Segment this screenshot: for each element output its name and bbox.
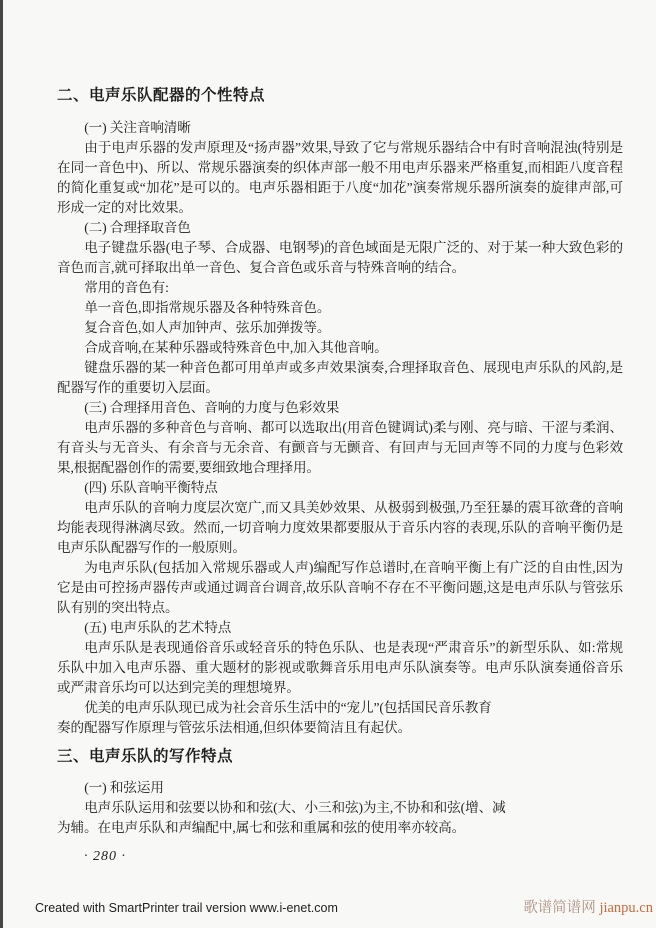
paragraph: 复合音色,如人声加钟声、弦乐加弹拨等。 [84,320,331,335]
paragraph: 电声乐器的多种音色与音响、都可以选取出(用音色键调试)柔与刚、亮与暗、干涩与柔润、有音头与无音头、有余音与无余音、有颤音与无颤音、有回声与无回声等不同的力度与色彩效果,根据配器创作的需要,要细致地合理择用。 [57,420,623,475]
paragraph: 合成音响,在某种乐器或特殊音色中,加入其他音响。 [84,340,388,355]
paragraph: 电声乐队是表现通俗音乐或轻音乐的特色乐队、也是表现“严肃音乐”的新型乐队、如:常规乐队中加入电声乐器、重大题材的影视或歌舞音乐用电声乐队演奏等。电声乐队演奏通俗音乐或严肃音乐均可以达到完美的理想境界。 [57,640,623,695]
subheading-1-chord-usage: (一) 和弦运用 [84,780,164,795]
paragraph: 电声乐队运用和弦要以协和和弦(大、小三和弦)为主,不协和和弦(增、减 [84,800,506,815]
smartprinter-watermark: Created with SmartPrinter trail version www.i-enet.com [35,901,338,915]
section-heading-2: 二、电声乐队配器的个性特点 [57,87,266,104]
jianpu-watermark [523,896,653,917]
paragraph: 优美的电声乐队现已成为社会音乐生活中的“宠儿”(包括国民音乐教育 [84,700,492,715]
page-number: · 280 · [84,849,126,864]
paragraph: 常用的音色有: [84,280,169,295]
subheading-5-artistic-traits: (五) 电声乐队的艺术特点 [84,620,232,635]
paragraph: 单一音色,即指常规乐器及各种特殊音色。 [84,300,331,315]
subheading-3-dynamics-color: (三) 合理择用音色、音响的力度与色彩效果 [84,400,340,415]
jianpu-site-name: 歌谱简谱网 [523,900,596,916]
page-left-edge [0,0,3,928]
paragraph: 电声乐队的音响力度层次宽广,而又具美妙效果、从极弱到极强,乃至狂暴的震耳欲聋的音响均能表现得淋漓尽致。然而,一切音响力度效果都要服从于音乐内容的表现,乐队的音响平衡仍是电声乐队配器写作的一般原则。 [57,500,623,555]
subheading-2-timbre-choice: (二) 合理择取音色 [84,220,191,235]
jianpu-site-url: jianpu.cn [599,900,653,916]
subheading-4-sound-balance: (四) 乐队音响平衡特点 [84,480,218,495]
paragraph: 为辅。在电声乐队和声编配中,属七和弦和重属和弦的使用率亦较高。 [57,820,466,835]
paragraph: 奏的配器写作原理与管弦乐法相通,但织体要简洁且有起伏。 [57,720,412,735]
page-body [57,86,623,838]
paragraph: 电子键盘乐器(电子琴、合成器、电钢琴)的音色域面是无限广泛的、对于某一种大致色彩的音色而言,就可择取出单一音色、复合音色或乐音与特殊音响的结合。 [57,240,623,275]
subheading-1-sound-clarity: (一) 关注音响清晰 [84,120,191,135]
paragraph: 键盘乐器的某一种音色都可用单声或多声效果演奏,合理择取音色、展现电声乐队的风韵,是配器写作的重要切入层面。 [57,360,623,395]
paragraph: 为电声乐队(包括加入常规乐器或人声)编配写作总谱时,在音响平衡上有广泛的自由性,因为它是由可控扬声器传声或通过调音台调音,故乐队音响不存在不平衡问题,这是电声乐队与管弦乐队有别的突出特点。 [57,560,623,615]
section-heading-3: 三、电声乐队的写作特点 [57,748,234,765]
paragraph: 由于电声乐器的发声原理及“扬声器”效果,导致了它与常规乐器结合中有时音响混浊(特别是在同一音色中)、所以、常规乐器演奏的织体声部一般不用电声乐器来严格重复,而相距八度音程的简化重复或“加花”是可以的。电声乐器相距于八度“加花”演奏常规乐器所演奏的旋律声部,可形成一定的对比效果。 [57,140,623,215]
